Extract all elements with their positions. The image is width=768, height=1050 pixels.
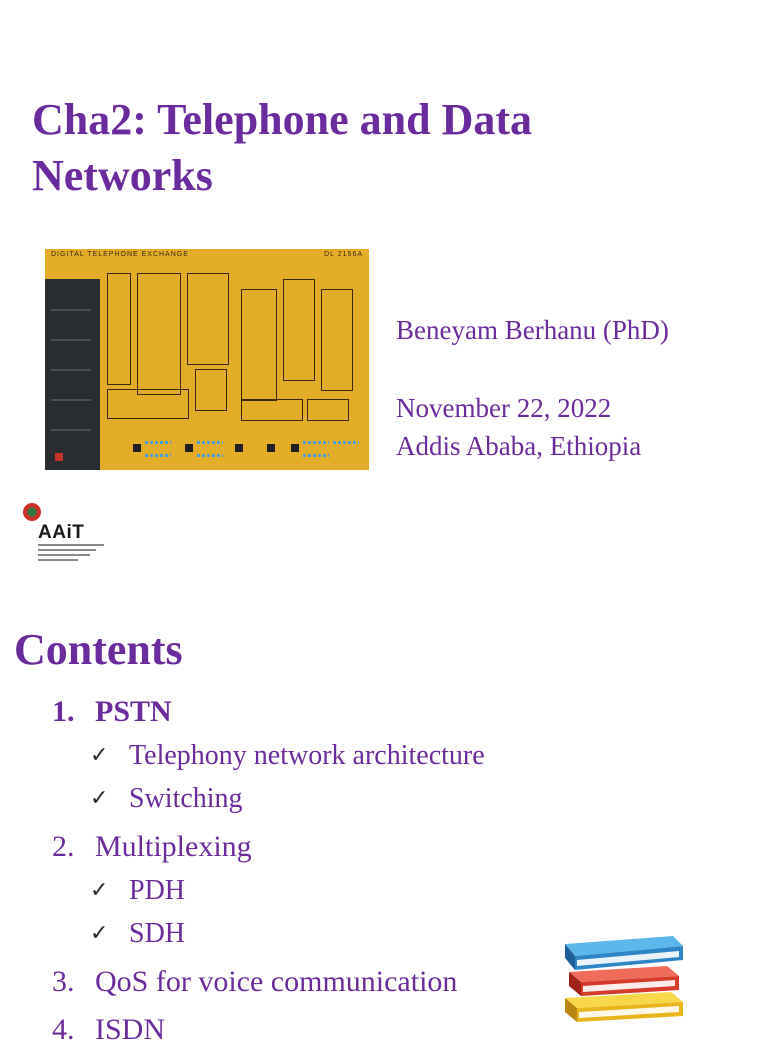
item-number: 4. (52, 1013, 75, 1046)
logo-wordmark: AAiT (38, 522, 85, 543)
aait-logo (22, 500, 114, 566)
check-icon: ✓ (90, 921, 109, 946)
subitem-label: PDH (129, 875, 186, 906)
item-label: PSTN (95, 695, 172, 728)
photo-header-right: DL 2156A (324, 251, 363, 258)
contents-heading: Contents (14, 625, 183, 674)
check-icon: ✓ (90, 786, 109, 811)
presentation-location: Addis Ababa, Ethiopia (396, 431, 642, 461)
subitem-label: Switching (129, 783, 243, 814)
item-number: 1. (52, 695, 75, 728)
subitem-label: SDH (129, 918, 186, 949)
contents-slide (0, 590, 768, 1046)
check-icon: ✓ (90, 878, 109, 903)
slide-title: Cha2: Telephone and Data Networks (32, 95, 533, 200)
university-seal-icon (23, 503, 41, 521)
item-number: 3. (52, 965, 75, 998)
item-label: QoS for voice communication (95, 965, 458, 998)
item-label: Multiplexing (95, 830, 252, 863)
presentation-date: November 22, 2022 (396, 393, 612, 423)
telephone-exchange-photo (45, 249, 369, 470)
author-name: Beneyam Berhanu (PhD) (396, 315, 669, 345)
photo-rack-frame (45, 279, 100, 470)
photo-header-left: DIGITAL TELEPHONE EXCHANGE (51, 251, 189, 258)
stack-of-books-icon (555, 930, 695, 1024)
item-number: 2. (52, 830, 75, 863)
subitem-label: Telephony network architecture (129, 740, 485, 771)
item-label: ISDN (95, 1013, 166, 1046)
photo-header (45, 249, 369, 261)
check-icon: ✓ (90, 743, 109, 768)
